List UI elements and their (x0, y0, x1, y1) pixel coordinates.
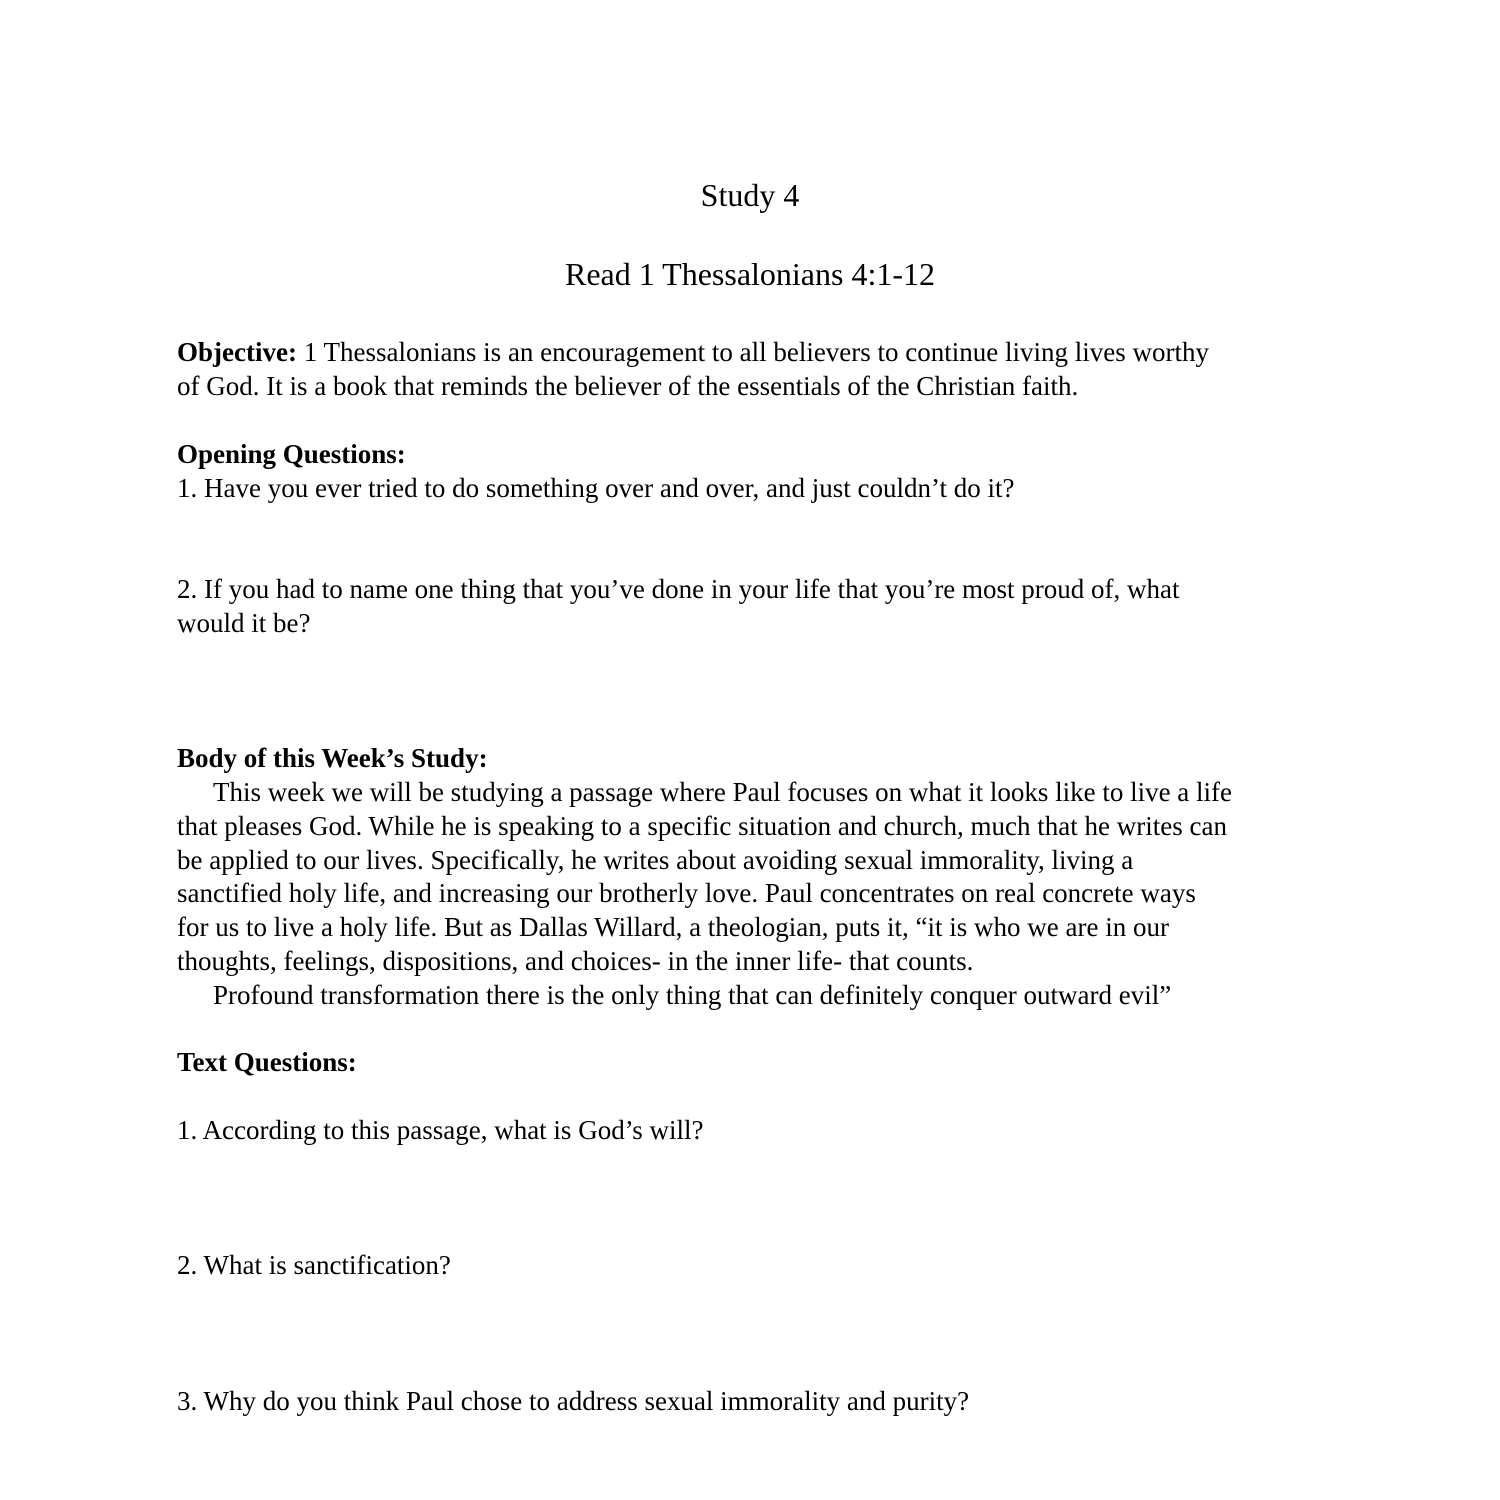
body-line: be applied to our lives. Specifically, he writes about avoiding sexual immorality, living a (177, 845, 1134, 875)
body-line: thoughts, feelings, dispositions, and choices- in the inner life- that counts. (177, 946, 974, 976)
body-line: for us to live a holy life. But as Dallas Willard, a theologian, puts it, “it is who we are in our (177, 912, 1169, 942)
body-line: sanctified holy life, and increasing our brotherly love. Paul concentrates on real concrete ways (177, 878, 1196, 908)
text-questions-heading: Text Questions: (177, 1047, 357, 1077)
page-title: Study 4 (700, 177, 800, 213)
text-question-3: 3. Why do you think Paul chose to address sexual immorality and purity? (177, 1386, 970, 1416)
objective-line-2: of God. It is a book that reminds the believer of the essentials of the Christian faith. (177, 371, 1079, 401)
opening-question-2-cont: would it be? (177, 608, 311, 638)
body-line: This week we will be studying a passage where Paul focuses on what it looks like to live a life (213, 777, 1233, 807)
body-line: Profound transformation there is the only thing that can definitely conquer outward evil” (213, 980, 1172, 1010)
text-question-1: 1. According to this passage, what is God’s will? (177, 1115, 704, 1145)
opening-question-1: 1. Have you ever tried to do something over and over, and just couldn’t do it? (177, 473, 1015, 503)
opening-question-2: 2. If you had to name one thing that you’ve done in your life that you’re most proud of, what (177, 574, 1180, 604)
body-line: that pleases God. While he is speaking to a specific situation and church, much that he writes can (177, 811, 1227, 841)
page-subtitle: Read 1 Thessalonians 4:1-12 (564, 256, 935, 292)
opening-heading: Opening Questions: (177, 439, 406, 469)
text-question-2: 2. What is sanctification? (177, 1250, 451, 1280)
objective-line-1 (177, 335, 1209, 369)
objective-text: 1 Thessalonians is an encouragement to all believers to continue living lives worthy (303, 337, 1209, 367)
body-heading: Body of this Week’s Study: (177, 743, 488, 773)
objective-label: Objective: (177, 337, 297, 367)
